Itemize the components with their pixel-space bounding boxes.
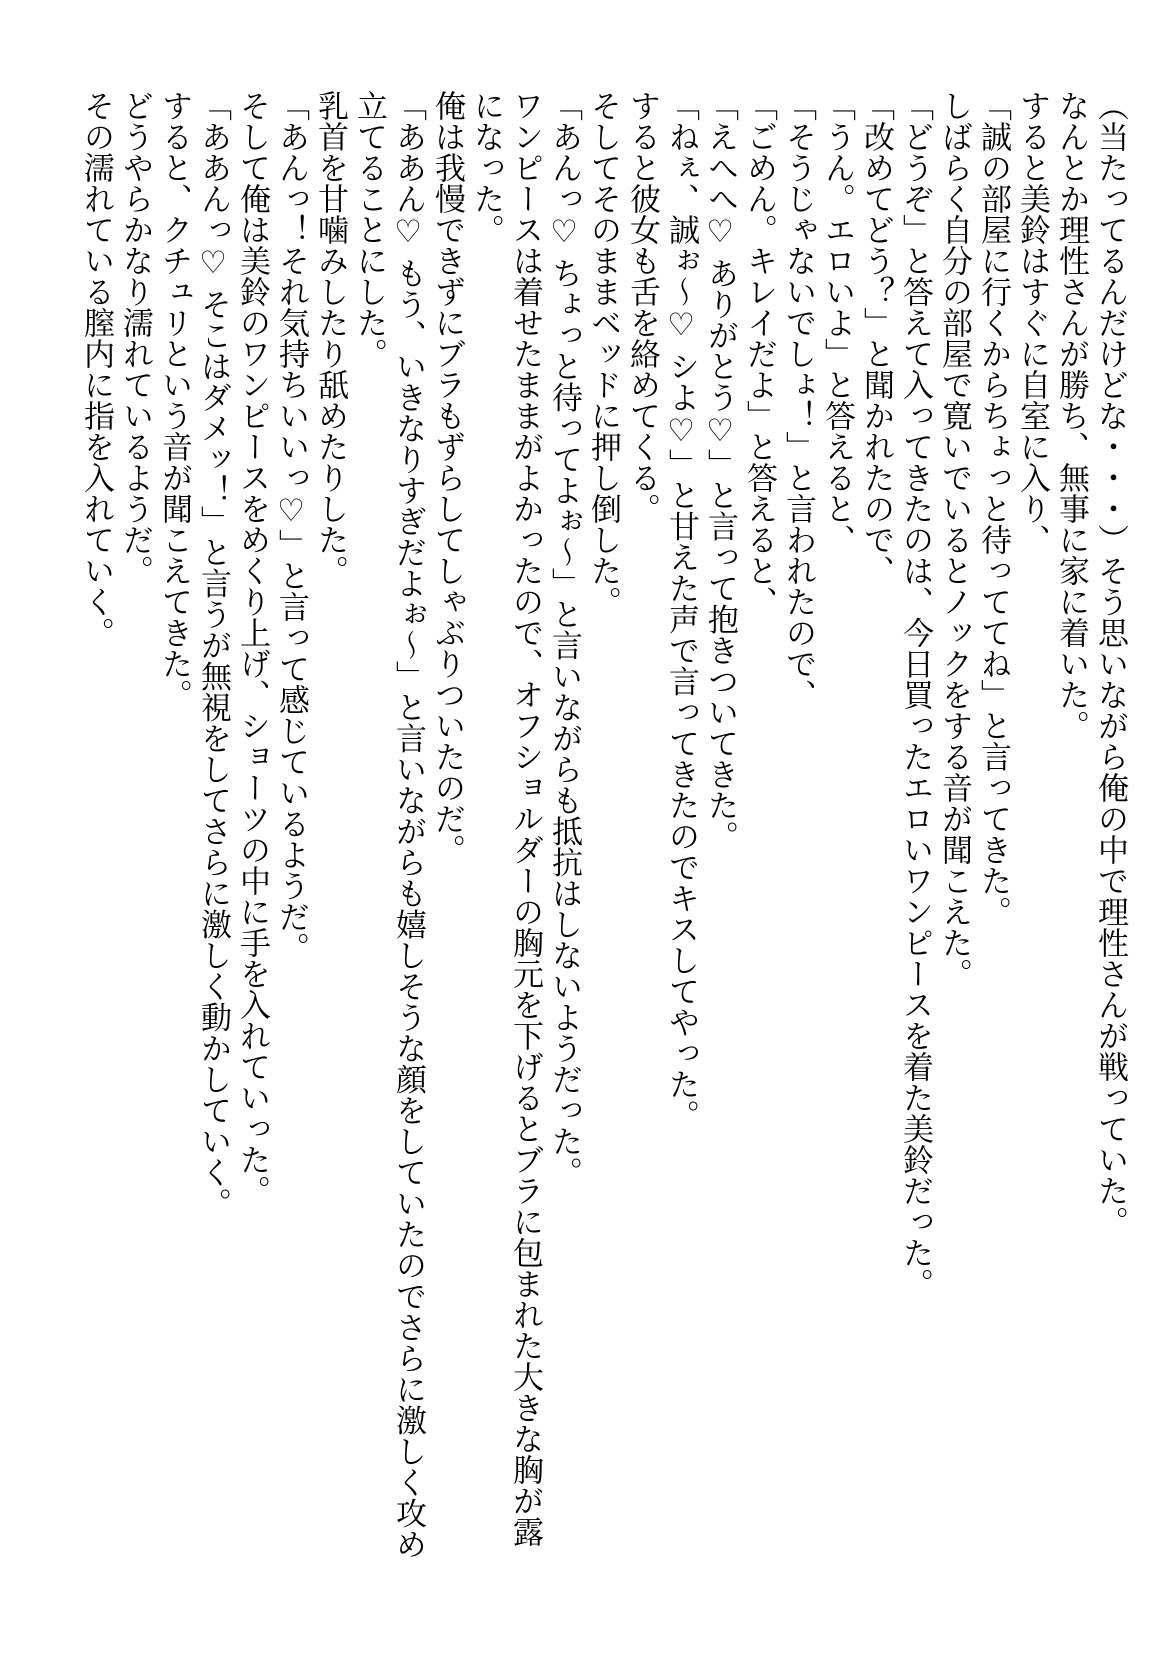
paragraph: ワンピースは着せたままがよかったので、オフショルダーの胸元を下げるとブラに包まれた大きな胸が露になった。 [469,90,543,1547]
paragraph: 乳首を甘噛みしたり舐めたりした。 [313,90,348,586]
paragraph: 「ごめん。キレイだよ」と答えると、 [742,90,777,617]
paragraph: 「ああんっ♡ そこはダメッ！」と言うが無視をしてさらに激しく動かしていく。 [196,90,231,1219]
paragraph: なんとか理性さんが勝ち、無事に家に着いた。 [1054,90,1089,741]
paragraph: すると美鈴はすぐに自室に入り、 [1015,90,1050,555]
paragraph: 「誠の部屋に行くからちょっと待っててね」と言ってきた。 [976,90,1011,927]
paragraph: その濡れている膣内に指を入れていく。 [79,90,114,648]
paragraph: 「えへへ♡ ありがとう♡」と言って抱きついてきた。 [703,90,738,852]
paragraph: 「うん。エロいよ」と答えると、 [820,90,855,555]
paragraph: （当たってるんだけどな・・・）そう思いながら俺の中で理性さんが戦っていた。 [1093,90,1128,1237]
paragraph: 「ねぇ、誠ぉ〜♡ シよ♡」と甘えた声で言ってきたのでキスしてやった。 [664,90,699,1131]
paragraph: 「あんっ♡ ちょっと待ってよぉ〜」と言いながらも抵抗はしないようだった。 [547,90,582,1188]
paragraph: そしてそのままベッドに押し倒した。 [586,90,621,617]
paragraph: 「ああん♡ もう、いきなりすぎだよぉ〜」と言いながらも嬉しそうな顔をしていたのでさらに激しく攻め立てることにした。 [352,90,426,1560]
paragraph: 「改めてどう？」と聞かれたので、 [859,90,894,586]
vertical-text-block [58,90,1130,1560]
paragraph: そして俺は美鈴のワンピースをめくり上げ、ショーツの中に手を入れていった。 [235,90,270,1206]
paragraph: どうやらかなり濡れているようだ。 [118,90,153,586]
paragraph: すると彼女も舌を絡めてくる。 [625,90,660,524]
paragraph: 俺は我慢できずにブラもずらしてしゃぶりついたのだ。 [430,90,465,865]
paragraph: 「どうぞ」と答えて入ってきたのは、今日買ったエロいワンピースを着た美鈴だった。 [898,90,933,1299]
paragraph: 「あんっ！それ気持ちいいっ♡」と言って感じているようだ。 [274,90,309,963]
paragraph: 「そうじゃないでしょ！」と言われたので、 [781,90,816,710]
paragraph: すると、クチュリという音が聞こえてきた。 [157,90,192,710]
paragraph: しばらく自分の部屋で寛いでいるとノックをする音が聞こえた。 [937,90,972,989]
